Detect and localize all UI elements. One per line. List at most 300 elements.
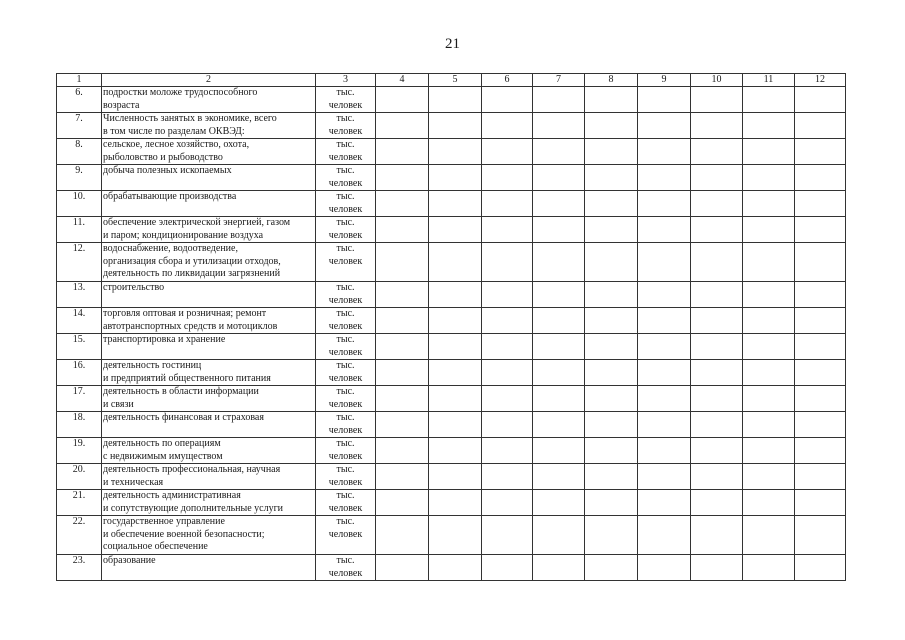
indicator-name [102,191,316,217]
table-row [57,165,846,191]
value-cell[interactable] [429,360,482,386]
unit-line: тыс. [336,243,355,254]
unit-line: тыс. [336,334,355,345]
indicator-name [102,282,316,308]
value-cell[interactable] [743,334,795,360]
value-cell[interactable] [482,243,533,282]
unit-line: тыс. [336,555,355,566]
value-cell[interactable] [743,360,795,386]
value-cell[interactable] [482,334,533,360]
unit-of-measure [316,165,376,191]
value-cell[interactable] [482,464,533,490]
row-number: 7. [57,113,102,139]
value-cell[interactable] [376,282,429,308]
indicator-name-line: с недвижимым имуществом [103,450,223,462]
value-cell[interactable] [795,165,846,191]
indicator-name-line: возраста [103,99,140,111]
column-header: 2 [102,74,316,87]
unit-line: тыс. [336,217,355,228]
indicator-name-line: организация сбора и утилизации отходов, [103,255,281,267]
value-cell[interactable] [585,516,638,555]
value-cell[interactable] [376,113,429,139]
value-cell[interactable] [743,113,795,139]
value-cell[interactable] [482,555,533,581]
table-row [57,282,846,308]
value-cell[interactable] [638,191,691,217]
value-cell[interactable] [482,165,533,191]
value-cell[interactable] [743,516,795,555]
value-cell[interactable] [533,217,585,243]
value-cell[interactable] [795,386,846,412]
value-cell[interactable] [429,412,482,438]
value-cell[interactable] [429,438,482,464]
value-cell[interactable] [795,516,846,555]
row-number: 6. [57,87,102,113]
value-cell[interactable] [482,360,533,386]
table-row [57,87,846,113]
indicator-name-line: и сопутствующие дополнительные услуги [103,502,284,514]
value-cell[interactable] [795,412,846,438]
unit-line: человек [328,567,363,579]
indicator-name [102,412,316,438]
value-cell[interactable] [743,308,795,334]
value-cell[interactable] [585,412,638,438]
value-cell[interactable] [691,139,743,165]
value-cell[interactable] [691,282,743,308]
indicator-name-line: автотранспортных средств и мотоциклов [103,320,278,332]
unit-of-measure [316,139,376,165]
unit-of-measure [316,87,376,113]
value-cell[interactable] [376,464,429,490]
value-cell[interactable] [691,113,743,139]
row-number: 9. [57,165,102,191]
column-header: 12 [795,74,846,87]
value-cell[interactable] [585,490,638,516]
value-cell[interactable] [691,464,743,490]
table-row [57,334,846,360]
value-cell[interactable] [533,360,585,386]
indicator-name-line: обрабатывающие производства [103,191,237,202]
value-cell[interactable] [429,113,482,139]
row-number: 20. [57,464,102,490]
unit-line: тыс. [336,308,355,319]
indicator-name [102,334,316,360]
value-cell[interactable] [585,464,638,490]
unit-of-measure [316,555,376,581]
indicator-name-line: подростки моложе трудоспособного [103,87,258,98]
value-cell[interactable] [795,490,846,516]
value-cell[interactable] [743,139,795,165]
value-cell[interactable] [743,490,795,516]
value-cell[interactable] [691,438,743,464]
value-cell[interactable] [743,438,795,464]
value-cell[interactable] [585,217,638,243]
value-cell[interactable] [585,438,638,464]
row-number: 8. [57,139,102,165]
value-cell[interactable] [533,87,585,113]
value-cell[interactable] [376,139,429,165]
value-cell[interactable] [638,412,691,438]
value-cell[interactable] [795,282,846,308]
row-number: 14. [57,308,102,334]
unit-of-measure [316,191,376,217]
column-header: 10 [691,74,743,87]
value-cell[interactable] [585,555,638,581]
value-cell[interactable] [638,308,691,334]
value-cell[interactable] [585,282,638,308]
unit-line: человек [328,151,363,163]
value-cell[interactable] [743,412,795,438]
value-cell[interactable] [795,139,846,165]
unit-line: тыс. [336,87,355,98]
value-cell[interactable] [533,386,585,412]
value-cell[interactable] [638,217,691,243]
column-header: 8 [585,74,638,87]
indicator-name-line: образование [103,555,156,566]
unit-line: тыс. [336,113,355,124]
unit-line: человек [328,125,363,137]
row-number: 12. [57,243,102,282]
table-row [57,113,846,139]
value-cell[interactable] [743,464,795,490]
value-cell[interactable] [638,139,691,165]
value-cell[interactable] [691,490,743,516]
column-header: 6 [482,74,533,87]
value-cell[interactable] [482,113,533,139]
value-cell[interactable] [585,386,638,412]
value-cell[interactable] [429,282,482,308]
value-cell[interactable] [743,243,795,282]
value-cell[interactable] [376,412,429,438]
value-cell[interactable] [429,139,482,165]
indicator-name-line: обеспечение электрической энергией, газом [103,217,291,228]
indicator-name-line: деятельность гостиниц [103,360,202,371]
unit-line: тыс. [336,386,355,397]
indicator-name-line: деятельность административная [103,490,241,501]
unit-line: тыс. [336,464,355,475]
table-row [57,386,846,412]
value-cell[interactable] [429,334,482,360]
unit-line: тыс. [336,516,355,527]
indicator-name [102,308,316,334]
value-cell[interactable] [482,490,533,516]
indicator-name-line: социальное обеспечение [103,541,208,552]
value-cell[interactable] [429,165,482,191]
value-cell[interactable] [691,360,743,386]
value-cell[interactable] [638,464,691,490]
row-number: 15. [57,334,102,360]
value-cell[interactable] [691,191,743,217]
row-number: 18. [57,412,102,438]
value-cell[interactable] [429,191,482,217]
value-cell[interactable] [533,464,585,490]
indicator-name-line: и обеспечение военной безопасности; [103,528,265,540]
indicator-name [102,490,316,516]
value-cell[interactable] [795,87,846,113]
value-cell[interactable] [376,165,429,191]
indicator-name-line: торговля оптовая и розничная; ремонт [103,308,267,319]
value-cell[interactable] [691,243,743,282]
unit-line: тыс. [336,438,355,449]
value-cell[interactable] [743,191,795,217]
unit-of-measure [316,113,376,139]
unit-of-measure [316,282,376,308]
indicator-name-line: деятельность по операциям [103,438,221,449]
table-row [57,438,846,464]
unit-line: человек [328,229,363,241]
row-number: 19. [57,438,102,464]
value-cell[interactable] [533,412,585,438]
indicator-name [102,243,316,282]
value-cell[interactable] [376,360,429,386]
indicator-name [102,438,316,464]
value-cell[interactable] [482,191,533,217]
indicator-name [102,113,316,139]
value-cell[interactable] [638,360,691,386]
unit-of-measure [316,412,376,438]
row-number: 17. [57,386,102,412]
indicator-name [102,217,316,243]
value-cell[interactable] [638,243,691,282]
unit-line: тыс. [336,360,355,371]
unit-line: человек [328,320,363,332]
indicator-name-line: и паром; кондиционирование воздуха [103,229,264,241]
value-cell[interactable] [691,516,743,555]
unit-of-measure [316,334,376,360]
value-cell[interactable] [429,555,482,581]
value-cell[interactable] [638,334,691,360]
value-cell[interactable] [533,113,585,139]
value-cell[interactable] [585,360,638,386]
value-cell[interactable] [533,139,585,165]
row-number: 13. [57,282,102,308]
value-cell[interactable] [795,464,846,490]
value-cell[interactable] [691,555,743,581]
value-cell[interactable] [795,113,846,139]
table-row [57,217,846,243]
indicator-name-line: в том числе по разделам ОКВЭД: [103,125,245,137]
value-cell[interactable] [638,490,691,516]
value-cell[interactable] [691,87,743,113]
value-cell[interactable] [533,516,585,555]
value-cell[interactable] [743,282,795,308]
value-cell[interactable] [743,165,795,191]
unit-line: тыс. [336,139,355,150]
indicator-name-line: транспортировка и хранение [103,334,226,345]
value-cell[interactable] [585,191,638,217]
indicator-name-line: деятельность в области информации [103,386,259,397]
unit-of-measure [316,243,376,282]
value-cell[interactable] [429,516,482,555]
row-number: 11. [57,217,102,243]
value-cell[interactable] [376,217,429,243]
unit-line: человек [328,424,363,436]
unit-line: человек [328,203,363,215]
unit-of-measure [316,516,376,555]
unit-line: человек [328,294,363,306]
value-cell[interactable] [638,555,691,581]
unit-of-measure [316,217,376,243]
value-cell[interactable] [376,516,429,555]
unit-line: тыс. [336,490,355,501]
unit-line: тыс. [336,282,355,293]
value-cell[interactable] [429,87,482,113]
value-cell[interactable] [376,87,429,113]
value-cell[interactable] [429,490,482,516]
value-cell[interactable] [743,555,795,581]
value-cell[interactable] [482,87,533,113]
unit-line: человек [328,346,363,358]
value-cell[interactable] [585,308,638,334]
table-row [57,516,846,555]
value-cell[interactable] [585,113,638,139]
value-cell[interactable] [533,308,585,334]
value-cell[interactable] [743,217,795,243]
unit-line: человек [328,476,363,488]
indicator-name-line: и предприятий общественного питания [103,372,271,384]
value-cell[interactable] [691,386,743,412]
value-cell[interactable] [533,438,585,464]
value-cell[interactable] [638,386,691,412]
value-cell[interactable] [376,334,429,360]
column-header: 9 [638,74,691,87]
indicator-name-line: рыболовство и рыбоводство [103,151,223,163]
table-row [57,191,846,217]
row-number: 21. [57,490,102,516]
indicator-name [102,386,316,412]
indicator-name-line: и техническая [103,476,164,488]
value-cell[interactable] [691,412,743,438]
value-cell[interactable] [691,334,743,360]
value-cell[interactable] [638,165,691,191]
value-cell[interactable] [376,386,429,412]
value-cell[interactable] [795,360,846,386]
table-row [57,139,846,165]
unit-line: человек [328,255,363,267]
value-cell[interactable] [638,516,691,555]
value-cell[interactable] [638,438,691,464]
value-cell[interactable] [691,165,743,191]
value-cell[interactable] [482,386,533,412]
indicator-name [102,165,316,191]
value-cell[interactable] [482,438,533,464]
indicator-name [102,555,316,581]
value-cell[interactable] [429,217,482,243]
column-header: 3 [316,74,376,87]
value-cell[interactable] [429,386,482,412]
value-cell[interactable] [795,191,846,217]
value-cell[interactable] [585,165,638,191]
page-number: 21 [445,36,460,52]
table-row [57,360,846,386]
header-row [57,74,846,87]
value-cell[interactable] [638,113,691,139]
value-cell[interactable] [482,139,533,165]
value-cell[interactable] [429,308,482,334]
value-cell[interactable] [376,438,429,464]
value-cell[interactable] [482,282,533,308]
value-cell[interactable] [533,282,585,308]
value-cell[interactable] [376,243,429,282]
indicator-name-line: деятельность финансовая и страховая [103,412,264,423]
value-cell[interactable] [743,87,795,113]
value-cell[interactable] [533,555,585,581]
row-number: 22. [57,516,102,555]
row-number: 16. [57,360,102,386]
value-cell[interactable] [585,87,638,113]
column-header: 1 [57,74,102,87]
unit-line: тыс. [336,191,355,202]
value-cell[interactable] [533,191,585,217]
value-cell[interactable] [691,308,743,334]
unit-of-measure [316,438,376,464]
indicator-table [56,73,846,581]
value-cell[interactable] [533,490,585,516]
value-cell[interactable] [585,334,638,360]
value-cell[interactable] [795,243,846,282]
value-cell[interactable] [482,412,533,438]
value-cell[interactable] [376,555,429,581]
unit-line: человек [328,177,363,189]
unit-line: человек [328,528,363,540]
unit-of-measure [316,464,376,490]
unit-line: тыс. [336,165,355,176]
value-cell[interactable] [585,243,638,282]
unit-of-measure [316,308,376,334]
table-row [57,555,846,581]
value-cell[interactable] [482,516,533,555]
indicator-name [102,139,316,165]
column-header: 11 [743,74,795,87]
indicator-name-line: государственное управление [103,516,225,527]
row-number: 23. [57,555,102,581]
value-cell[interactable] [795,308,846,334]
value-cell[interactable] [376,191,429,217]
value-cell[interactable] [376,490,429,516]
value-cell[interactable] [482,217,533,243]
indicator-name-line: сельское, лесное хозяйство, охота, [103,139,250,150]
value-cell[interactable] [638,282,691,308]
value-cell[interactable] [743,386,795,412]
indicator-name-line: Численность занятых в экономике, всего [103,113,277,124]
indicator-name-line: водоснабжение, водоотведение, [103,243,238,254]
value-cell[interactable] [585,139,638,165]
table-body [57,74,846,581]
indicator-name [102,360,316,386]
value-cell[interactable] [795,334,846,360]
table-row [57,308,846,334]
value-cell[interactable] [533,243,585,282]
unit-line: человек [328,372,363,384]
value-cell[interactable] [795,217,846,243]
value-cell[interactable] [429,243,482,282]
value-cell[interactable] [533,165,585,191]
table-row [57,412,846,438]
value-cell[interactable] [691,217,743,243]
value-cell[interactable] [482,308,533,334]
table-row [57,243,846,282]
value-cell[interactable] [533,334,585,360]
unit-line: тыс. [336,412,355,423]
value-cell[interactable] [795,555,846,581]
unit-of-measure [316,490,376,516]
value-cell[interactable] [429,464,482,490]
indicator-name [102,516,316,555]
value-cell[interactable] [376,308,429,334]
value-cell[interactable] [638,87,691,113]
column-header: 7 [533,74,585,87]
value-cell[interactable] [795,438,846,464]
